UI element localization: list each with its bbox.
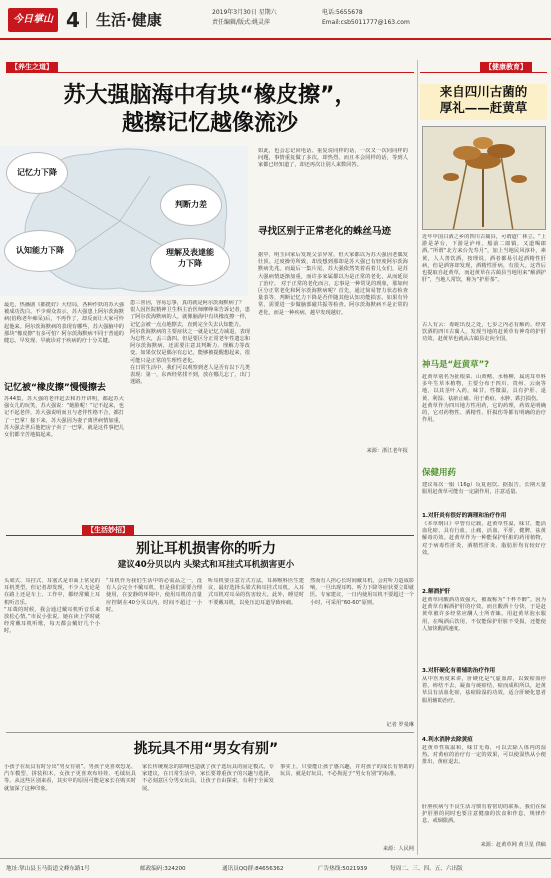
bubble-judgment: 判断力差: [160, 184, 222, 226]
section-rule: [6, 72, 414, 73]
column-divider: [417, 60, 418, 855]
article-headline-2: 越擦记忆越像流沙: [121, 111, 298, 136]
brain-illustration: [0, 146, 248, 296]
article-body-middle: 患三喜因，容易忘事，真的就是阿尔茨海默病了？ 很人因医院精神卫生科主治医师摩峥荣告诉记者，患了阿尔茨海默病的人，就像脑海中有块橡皮擦一样，记忆会被一点点地擦去，直到完全失去认知能力。 阿尔茨海默病的主要症状之一就是记忆力减退，表现为忘性大，丢三落四。但是要区分正常老年性遗忘和阿尔茨海默病，还需要注意其判断力、理解力等改变。如果仅仅是偶尔有忘记，能够被提醒想起来，很可能只是正常的生理性老化。 在日常生活中，我们可以观察到老人是否有以下几类表现：第一，东西经常找不到，放在哪儿忘了，出门迷路。: [130, 300, 250, 386]
ear-section-rule: [6, 535, 414, 536]
section-title: 生活·健康: [96, 11, 162, 29]
newspaper-logo: 今日掌山: [8, 8, 58, 32]
article-subhead-2: 寻找区别于正常老化的蛛丝马迹: [258, 226, 392, 237]
masthead: [0, 0, 551, 40]
issue-date: 2019年3月30日 星期六: [212, 9, 277, 16]
footer-print: 每周二、三、四、五、六出版: [390, 866, 463, 872]
ear-subhead: 建议40分贝以内 头梁式和耳挂式耳机损害更小: [117, 560, 295, 570]
page-number: 4: [66, 8, 80, 32]
article-body-left: 苏44集，苏大强的老伴赶去和苏开讲明，都起苏大强女儿的玩笑，苏大强说：“她脸呢！”记不起来，也记不起老伴，苏大强说明而且与老伴性格不合，都打了一巴掌！接下来，苏大强因为妻子离世病情加重，苏大强去世后他把房子卖了一巴掌，就是这件事把儿女们都辛苦地搞起来。: [4, 396, 124, 439]
right-item-1-head: 1.对肝炎有很好的调理和治疗作用: [422, 513, 507, 519]
article-intro-text: 最近，热播剧《都挺好》大结局，各种作妖的苏大强被成功洗白。不少观众表示，苏大强患上阿尔茨海默病(俗称老年痴呆)后，不再作了，却反而让大家可怜起他来。阿尔茨海默病的表现有哪些，苏大强脑中的那块“橡皮擦”有多可怕？阿尔茨海默病不同于普通的健忘。早发现、早就诊对于疾病的疗十分关键。: [4, 302, 124, 345]
right-item-2-text: 赶黄草同酸酒功效强大，被戏称为“千杯不醉”。因为赶黄草有解酒护肝的疗效，而且酸酒十分快，于是赶黄草被许多经常应酬人士所青睐。用赶黄草泡水服用，在喝酒后饮用，不仅能保护肝脏不受损，还能使人加快醒酒速度。: [422, 597, 546, 632]
page-footer: [0, 858, 551, 878]
article-headline-1: 苏大强脑海中有块“橡皮擦”，: [63, 83, 357, 108]
right-body-5: 肝胆疾病与不良生活习惯有着密切的联系，我们在保护肝胆的同时也要注意健康的饮食和作息，规律作息，戒烟限酒。: [422, 804, 546, 825]
ear-body-1: 头梁式、耳挂式、耳塞式是市面上常见的耳机类型。但记者却发现，不少人无论是在路上还是车上、工作中，都经常戴上耳机听音乐。 “耳聋的时候，我会通过戴耳机听音乐来放松心情。”市民小张说。她在读上学时就经常戴耳机听歌，每天都会戴好几个小时。: [4, 578, 100, 635]
masthead-divider: [86, 12, 87, 28]
editor-credit: 责任编辑/版式:姚灵萍: [212, 19, 271, 26]
bubble-cognition: 认知能力下降: [4, 230, 76, 272]
right-item-4-head: 4.利水消肿去除黄疸: [422, 737, 473, 743]
toy-source: 来源：人民网: [382, 846, 414, 852]
right-body-1: 近年中国白酒之乡的四川古蔺县，可谓道厂林立。“上游是茅台，下游是泸州，船前二郎镇，又道喝郎酒。”所谓“北方来台先寿月”，加上当地民风淳朴，素黄，人人善饮酒，按理说，酒者都易引起酒精性肝病，但是酒客却发现，酒精性肝病，有很大。这背后也提取自赶黄草，而赶黄草在古蔺县当地用来“解酒护肝”，当地人常饮，称为“护肝茶”。: [422, 234, 546, 284]
right-body-3: 赶黄草别名为扯根菜、山黄鳝、水杨柳，属虎耳草科多年生草本植物，主要分布于四川、贵州、云南等地，以其茎叶入药，味甘，性微温，具有护肝、退黄、利湿、祛瘀止痛、用于黄疸、水肿、跌打损伤。 赶黄草作为四川地方性用药，它的药理，药效是明确的，它对药物性、酒精性、肝损伤等都有明确的治疗作用。: [422, 374, 546, 424]
toy-body-2: 家长传统观念的影响也造就了孩子选玩具的固定模式。专家建议，在日常生活中，家长要尊重孩子的兴趣与选择，不必刻意区分男女玩具，让孩子自由探索，有利于全面发展。: [142, 764, 274, 792]
article-subhead-1: 记忆被“橡皮擦”慢慢擦去: [4, 383, 106, 393]
footer-address: 地址:掌山县玉马街道文峰东路1号: [6, 866, 90, 872]
right-headline-box: [420, 84, 547, 120]
right-section-tag: 【健康教育】: [480, 62, 532, 73]
right-item-4-text: 赶黄草性质温和，味甘无毒，可以去除人体内的湿热。对黄疸的治疗有一定的效果，可以使湿热从小便排出，黄疸退去。: [422, 745, 546, 766]
right-source: 来源：赶黄草网 黄卫星 供稿: [480, 842, 546, 848]
footer-postcode: 邮政编码:324200: [140, 866, 186, 872]
article-source: 来源：浙江老年报: [366, 448, 408, 454]
ear-body-4: 然而有人担心长时间戴耳机，会对听力造成影响，一旦出现耳鸣、听力下降等症状要立即就医。专家建议，一日内使用耳机不要超过一个小时，可采用“60-60”原则。: [310, 578, 414, 606]
right-item-3-text: 从中医角度来讲，肝硬化是气虚血滞，以致瘀血停着，痹结不去，凝血与痰瘀结，瘀而成积所以，赶黄草具有活血化瘀，祛瘀除湿的功效，适合肝硬化患者服用辅助治疗。: [422, 676, 546, 704]
bubble-comprehension: 理解及表達能力下降: [150, 238, 230, 286]
article-body-right-top: 如此，也会忘记回电话、重复说同样的话，一次又一次同同样的问题，事情重复做了多次，却热烈。而且本会同样的话，等到人家都已经知道了，却还再次让别人来数回答。: [258, 148, 408, 169]
ear-headline: 别让耳机损害你的听力: [136, 541, 276, 557]
right-subhead-1: 神马是“赶黄草”?: [422, 360, 490, 370]
toy-body-1: 小孩子在玩具有时分出“男女有别”。男孩子更喜欢恐龙、汽车模型、拼装积木，女孩子更喜欢布娃娃、毛绒玩具等。从这些区别来看，其实中的原因可能是家长在购买时就加深了这种印象。: [4, 764, 136, 792]
right-item-3-head: 3.对肝硬化有着辅助治疗作用: [422, 668, 496, 674]
contact-email: Email:csb5011777@163.com: [322, 19, 410, 26]
right-body-4: 建议每次一服（16g）反复泡饮。据报告，长期大量服用赶黄草可能有一定副作用，注意适量。: [422, 482, 546, 496]
right-subhead-2: 保健用药: [422, 468, 457, 478]
herb-plant-icon: [423, 127, 546, 230]
ear-source: 记者 罗曼琳: [386, 722, 414, 728]
right-section-rule: [420, 72, 547, 73]
article-separator: [6, 732, 414, 733]
footer-phone: 通讯员QQ群:84656362: [222, 866, 284, 872]
ear-section-tag: 【生活妙招】: [82, 525, 134, 536]
article-body-right: 据中，明玉回家后发现父亲异常，但大家都以为苏大强因老偶发壮顶。过度操劳所致，却没想到那却是苏大强已有轻度阿尔茨海默病先兆。而最后一集片尾，苏大强依然笑着看着儿女们，是苏大强病情逐渐加重，而许多家属都以为是正常的老化，从而延误了治疗。 对于正常的老化而言，忘事是一种常见的现象，那如何区分正常老化和阿尔茨海默病呢？首先，通过简易智力状态检查量表等，判断记忆力下降是否伴随其他认知功能损害。如果有异常，需要进一步做脑部磁共振等检查。阿尔茨海默病不是正常的老化，而是一种疾病，越早发现越好。: [258, 252, 408, 316]
right-item-2-head: 2.解酒护肝: [422, 589, 451, 595]
contact-phone: 电话:5655678: [322, 9, 363, 16]
right-item-1-text: 《本草纲目》中曾有记载，赶黄草性温，味甘，能活血化瘀，具有行血，止痛，活血，平肝，健脾，祛黄解毒功效。赶黄草作为一种能保护肝脏的药用植物，对于病毒性肝炎、酒精性肝炎、脂肪肝均有较好疗效。: [422, 521, 546, 556]
herb-photo: [422, 126, 546, 230]
ear-body-2: “耳机作为我们生活中的必需品之一，没有人会完全不戴耳机，但是我们需要合理使用，在安静的环境中，使用耳机的音量应控制在40分贝以内，时间不超过一小时。: [106, 578, 202, 613]
right-body-2: 古人有云：毒蛇出没之处，七步之内必有解药。经常饮酒的四川古蔺人，发现当地的赶黄草有神奇的护肝功效，赶黄草也就从古蔺县走向全国。: [422, 322, 546, 343]
masthead-rule: [0, 38, 551, 40]
toy-body-3: 事实上，只要能让孩子感兴趣，并对孩子的成长有帮助的玩具，就是好玩具，不必拘泥于“男女有别”的标准。: [280, 764, 414, 778]
section-tag: 【养生之道】: [6, 62, 58, 73]
toy-headline: 挑玩具不用“男女有别”: [133, 741, 279, 757]
footer-ad: 广告热线:5021939: [318, 866, 368, 872]
bubble-memory: 记忆力下降: [6, 152, 68, 194]
right-headline-2: 厚礼——赶黄草: [439, 100, 528, 115]
right-headline-1: 来自四川古菌的: [439, 84, 528, 99]
ear-body-3: 听耳机要注意方式方法。耳鼻喉科医生建议，最好选择头梁式和耳挂式耳机，入耳式耳机对耳朵的伤害较大。此外，睡觉时不要戴耳机，以免压迫耳道导致疼痛。: [208, 578, 304, 606]
